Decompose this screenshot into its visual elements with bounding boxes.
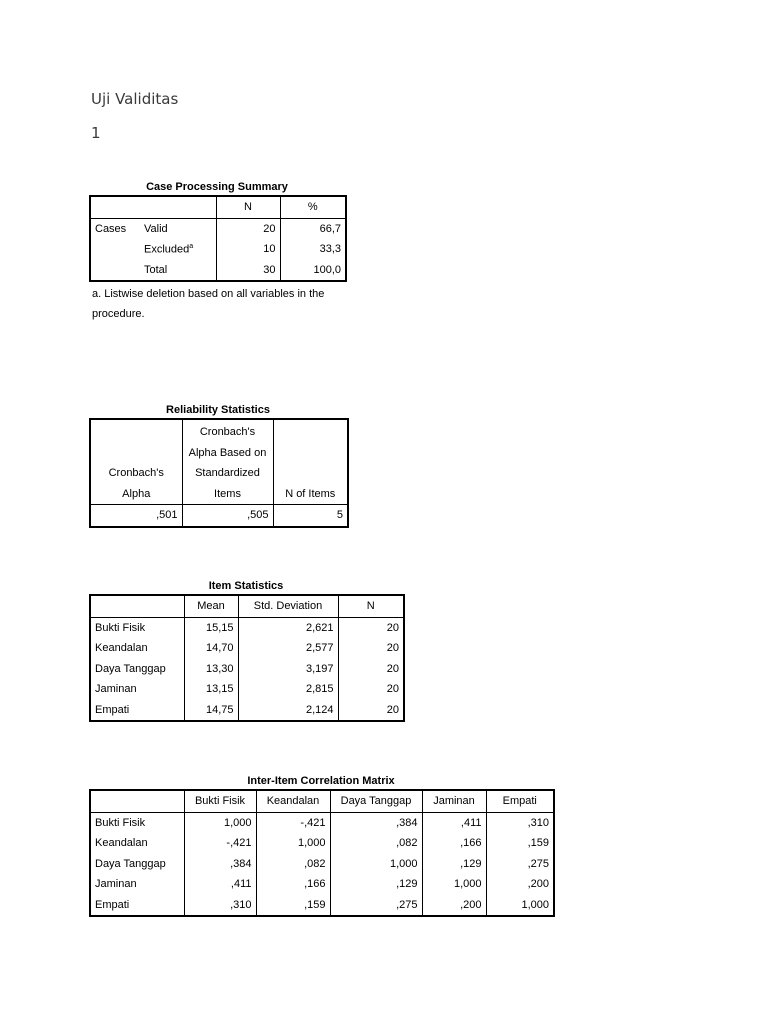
- cell-pct: 100,0: [280, 260, 346, 282]
- header-cell-mean: Mean: [184, 595, 238, 617]
- cell-alpha-std: ,505: [182, 505, 273, 527]
- header-line: Items: [214, 487, 241, 500]
- header-cell: Bukti Fisik: [184, 790, 256, 812]
- cell-mean: 14,70: [184, 638, 238, 659]
- cell-sd: 2,124: [238, 700, 338, 722]
- case-summary-caption: Case Processing Summary: [146, 181, 288, 193]
- matrix-cell: ,082: [330, 833, 422, 854]
- row-group-empty: [90, 260, 140, 282]
- table-row: [90, 833, 554, 854]
- cell-mean: 13,30: [184, 659, 238, 680]
- cell-n: 20: [338, 617, 404, 638]
- cell-sd: 2,815: [238, 679, 338, 700]
- row-label: Jaminan: [90, 679, 184, 700]
- matrix-cell: ,310: [486, 812, 554, 833]
- matrix-cell: ,411: [184, 874, 256, 895]
- row-label: Bukti Fisik: [90, 812, 184, 833]
- header-cell-alpha-std: [182, 419, 273, 505]
- header-cell: Keandalan: [256, 790, 330, 812]
- table-row: [90, 812, 554, 833]
- cell-mean: 15,15: [184, 617, 238, 638]
- cell-sd: 2,577: [238, 638, 338, 659]
- matrix-cell: 1,000: [486, 895, 554, 917]
- row-label: Bukti Fisik: [90, 617, 184, 638]
- table-row: [90, 260, 346, 282]
- table-row: [90, 638, 404, 659]
- matrix-cell: 1,000: [422, 874, 486, 895]
- row-label: Jaminan: [90, 874, 184, 895]
- matrix-cell: ,159: [486, 833, 554, 854]
- table-header-row: [90, 790, 554, 812]
- cell-sd: 3,197: [238, 659, 338, 680]
- table-header-row: [90, 196, 346, 218]
- matrix-cell: 1,000: [330, 854, 422, 875]
- header-line: Cronbach's: [108, 467, 164, 479]
- cell-n: 30: [216, 260, 280, 282]
- reliability-table: [89, 418, 349, 528]
- matrix-cell: ,384: [330, 812, 422, 833]
- matrix-cell: ,129: [422, 854, 486, 875]
- header-line: Standardized: [195, 467, 260, 479]
- table-row: [90, 505, 348, 527]
- matrix-cell: ,200: [486, 874, 554, 895]
- case-summary-footnote: [89, 284, 347, 324]
- cell-pct: 33,3: [280, 239, 346, 260]
- cell-n: 20: [338, 679, 404, 700]
- header-cell-empty: [90, 196, 216, 218]
- footnote-line: a. Listwise deletion based on all variables in the: [92, 288, 325, 300]
- cell-n: 20: [338, 700, 404, 722]
- row-group-label: Cases: [90, 218, 140, 239]
- table-row: [90, 659, 404, 680]
- header-line: Alpha: [122, 487, 151, 500]
- header-cell: Daya Tanggap: [330, 790, 422, 812]
- header-line: Alpha Based on: [188, 446, 267, 459]
- matrix-cell: ,275: [486, 854, 554, 875]
- row-label: Empati: [90, 895, 184, 917]
- footnote-line: procedure.: [92, 308, 145, 320]
- matrix-cell: -,421: [256, 812, 330, 833]
- reliability-caption: Reliability Statistics: [166, 404, 270, 416]
- matrix-cell: ,411: [422, 812, 486, 833]
- matrix-cell: ,166: [422, 833, 486, 854]
- header-cell-n: N: [338, 595, 404, 617]
- matrix-cell: ,082: [256, 854, 330, 875]
- cell-n: 20: [338, 659, 404, 680]
- matrix-cell: ,166: [256, 874, 330, 895]
- cell-pct: 66,7: [280, 218, 346, 239]
- cell-n: 20: [216, 218, 280, 239]
- matrix-cell: ,310: [184, 895, 256, 917]
- reliability-statistics: [89, 404, 349, 528]
- header-cell-alpha: [90, 419, 182, 505]
- document-heading: Uji Validitas: [91, 90, 179, 108]
- row-label: Daya Tanggap: [90, 854, 184, 875]
- corr-table: [89, 789, 555, 917]
- table-row: [90, 679, 404, 700]
- cell-mean: 14,75: [184, 700, 238, 722]
- header-cell-n-items: N of Items: [273, 419, 348, 505]
- header-cell-pct: %: [280, 196, 346, 218]
- table-row: [90, 854, 554, 875]
- header-cell: Jaminan: [422, 790, 486, 812]
- case-processing-summary: [89, 181, 347, 324]
- row-label-text: Excluded: [144, 243, 190, 256]
- row-label: [140, 239, 216, 260]
- row-label: Daya Tanggap: [90, 659, 184, 680]
- cell-n: 10: [216, 239, 280, 260]
- matrix-cell: ,129: [330, 874, 422, 895]
- item-statistics: [89, 580, 405, 722]
- matrix-cell: -,421: [184, 833, 256, 854]
- case-summary-table: [89, 195, 347, 282]
- item-stats-table: [89, 594, 405, 722]
- table-row: [90, 218, 346, 239]
- header-line: Cronbach's: [199, 426, 256, 438]
- matrix-cell: ,159: [256, 895, 330, 917]
- row-label: Keandalan: [90, 638, 184, 659]
- row-group-empty: [90, 239, 140, 260]
- matrix-cell: 1,000: [256, 833, 330, 854]
- cell-sd: 2,621: [238, 617, 338, 638]
- inter-item-correlation-matrix: [89, 775, 555, 917]
- item-stats-caption: Item Statistics: [208, 580, 284, 592]
- table-header-row: [90, 595, 404, 617]
- header-cell-n: N: [216, 196, 280, 218]
- cell-n-items: 5: [273, 505, 348, 527]
- row-label: Total: [140, 260, 216, 282]
- matrix-cell: ,200: [422, 895, 486, 917]
- table-row: [90, 239, 346, 260]
- row-label: Valid: [144, 222, 168, 235]
- corr-caption: Inter-Item Correlation Matrix: [247, 775, 395, 787]
- footnote-marker: a: [189, 242, 194, 250]
- header-cell: Empati: [486, 790, 554, 812]
- section-number: 1: [91, 124, 101, 142]
- table-row: [90, 617, 404, 638]
- cell-alpha: ,501: [90, 505, 182, 527]
- table-row: [90, 895, 554, 917]
- matrix-cell: ,384: [184, 854, 256, 875]
- row-label: Empati: [90, 700, 184, 722]
- table-row: [90, 874, 554, 895]
- header-cell-empty: [90, 595, 184, 617]
- table-header-row: [90, 419, 348, 505]
- header-cell-empty: [90, 790, 184, 812]
- cell-mean: 13,15: [184, 679, 238, 700]
- table-row: [90, 700, 404, 722]
- row-label: Keandalan: [90, 833, 184, 854]
- cell-n: 20: [338, 638, 404, 659]
- matrix-cell: ,275: [330, 895, 422, 917]
- header-cell-sd: Std. Deviation: [238, 595, 338, 617]
- matrix-cell: 1,000: [184, 812, 256, 833]
